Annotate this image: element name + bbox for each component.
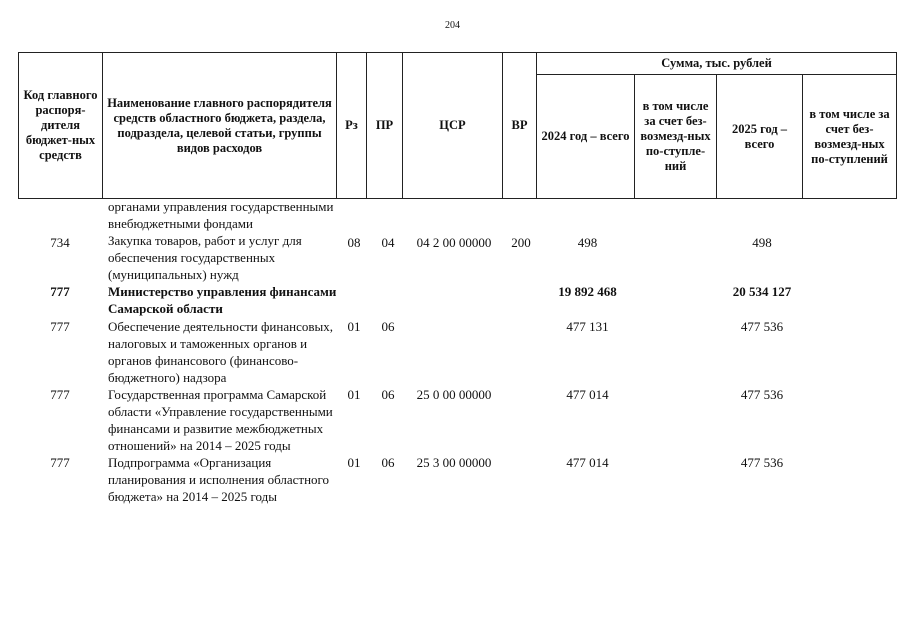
row-name: Государственная программа Самарской области «Управление государственными финансами и развитие межбюджетных отношений» на 2014 – 2025 годы [108,387,333,453]
header-2024-free: в том числе за счет без-возмезд-ных по-ступле-ний [635,75,717,199]
header-2025-total: 2025 год – всего [717,75,803,199]
table-row [18,318,896,386]
table-row [18,232,896,283]
row-code: 777 [50,319,70,334]
table-row [18,386,896,454]
row-sum-2025: 498 [752,235,772,250]
row-rz: 01 [347,387,361,402]
header-name: Наименование главного распорядителя средств областного бюджета, раздела, подраздела, целевой статьи, группы видов расходов [103,53,337,199]
row-pr: 06 [381,387,395,402]
header-2025-free: в том числе за счет без-возмезд-ных по-ступлений [803,75,897,199]
row-pr: 06 [381,455,395,470]
row-csr: 25 0 00 00000 [416,387,492,402]
header-sum-group: Сумма, тыс. рублей [537,53,897,75]
row-sum-2025: 477 536 [740,319,784,334]
row-sum-2024: 19 892 468 [558,284,617,299]
row-rz: 08 [347,235,361,250]
row-name: Обеспечение деятельности финансовых, налоговых и таможенных органов и органов финансового (финансово-бюджетного) надзора [108,319,333,385]
row-code: 777 [50,455,70,470]
row-sum-2024: 477 014 [566,455,609,470]
row-name: Подпрограмма «Организация планирования и исполнения областного бюджета» на 2014 – 2025 годы [108,455,330,504]
row-csr: 04 2 00 00000 [416,235,492,250]
row-name: органами управления государственными внебюджетными фондами [108,199,334,231]
row-code: 777 [50,387,70,402]
table-row [18,283,896,317]
header-csr: ЦСР [403,53,503,199]
table-row [18,198,896,232]
row-sum-2024: 477 131 [566,319,609,334]
page-number: 204 [445,20,460,31]
row-csr: 25 3 00 00000 [416,455,492,470]
header-2024-total: 2024 год – всего [537,75,635,199]
row-name: Закупка товаров, работ и услуг для обеспечения государственных (муниципальных) нужд [108,233,302,282]
row-sum-2024: 477 014 [566,387,609,402]
row-vr: 200 [511,235,531,250]
row-sum-2024: 498 [577,235,598,250]
row-pr: 04 [381,235,395,250]
header-code: Код главного распоря-дителя бюджет-ных средств [19,53,103,199]
table-header [18,52,897,199]
table-body [18,198,896,505]
header-rz: Рз [337,53,367,199]
row-code: 777 [50,284,70,299]
header-pr: ПР [367,53,403,199]
row-sum-2025: 20 534 127 [732,284,792,299]
row-sum-2025: 477 536 [740,455,784,470]
row-name: Министерство управления финансами Самарской области [108,284,337,316]
row-rz: 01 [347,319,361,334]
row-pr: 06 [381,319,395,334]
header-vr: ВР [503,53,537,199]
row-code: 734 [50,235,70,250]
row-sum-2025: 477 536 [740,387,784,402]
row-rz: 01 [347,455,361,470]
table-row [18,454,896,505]
